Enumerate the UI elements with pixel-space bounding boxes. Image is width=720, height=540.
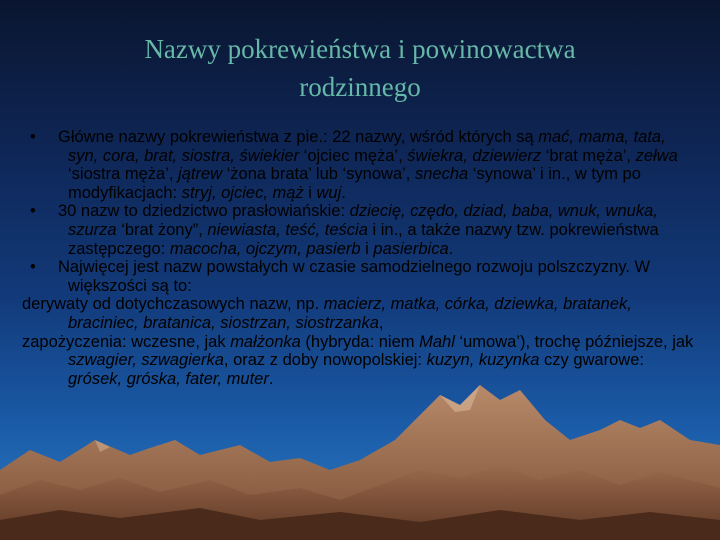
bullet-item-3: • Najwięcej jest nazw powstałych w czasie samodzielnego rozwoju polszczyzny. W większości są to: (22, 258, 694, 295)
slide-body (22, 128, 694, 388)
bullet-item-1: • Główne nazwy pokrewieństwa z pie.: 22 nazwy, wśród których są mać, mama, tata, syn, cora, brat, siostra, świekier ‘ojciec męża’, świekra, dziewierz ‘brat męża’, zełwa ‘siostra męża’, jątrew ‘żona brata’ lub ‘synowa’, snecha ‘synowa’ i in., w tym po modyfikacjach: stryj, ojciec, mąż i wuj. (22, 128, 694, 202)
paragraph-derywaty: derywaty od dotychczasowych nazw, np. macierz, matka, córka, dziewka, bratanek, braciniec, bratanica, siostrzan, siostrzanka, (22, 295, 632, 332)
bullet-marker: • (30, 202, 36, 221)
paragraph-zapozyczenia: zapożyczenia: wczesne, jak małżonka (hybryda: niem Mahl ‘umowa’), trochę późniejsze, jak szwagier, szwagierka, oraz z doby nowopolskiej: kuzyn, kuzynka czy gwarowe: grósek, gróska, fater, muter. (22, 332, 694, 388)
title-line-1: Nazwy pokrewieństwa i powinowactwa (144, 34, 576, 64)
bullet-marker: • (30, 128, 36, 146)
bullet-marker: • (30, 258, 36, 277)
title-line-2: rodzinnego (299, 72, 421, 102)
bullet-item-2: • 30 nazw to dziedzictwo prasłowiańskie: dziecię, czędo, dziad, baba, wnuk, wnuka, szurza ‘brat żony”, niewiasta, teść, teścia i in., a także nazwy tzw. pokrewieństwa zastępczego: macocha, ojczym, pasierb i pasierbica. (22, 202, 694, 258)
slide-title (60, 30, 660, 106)
